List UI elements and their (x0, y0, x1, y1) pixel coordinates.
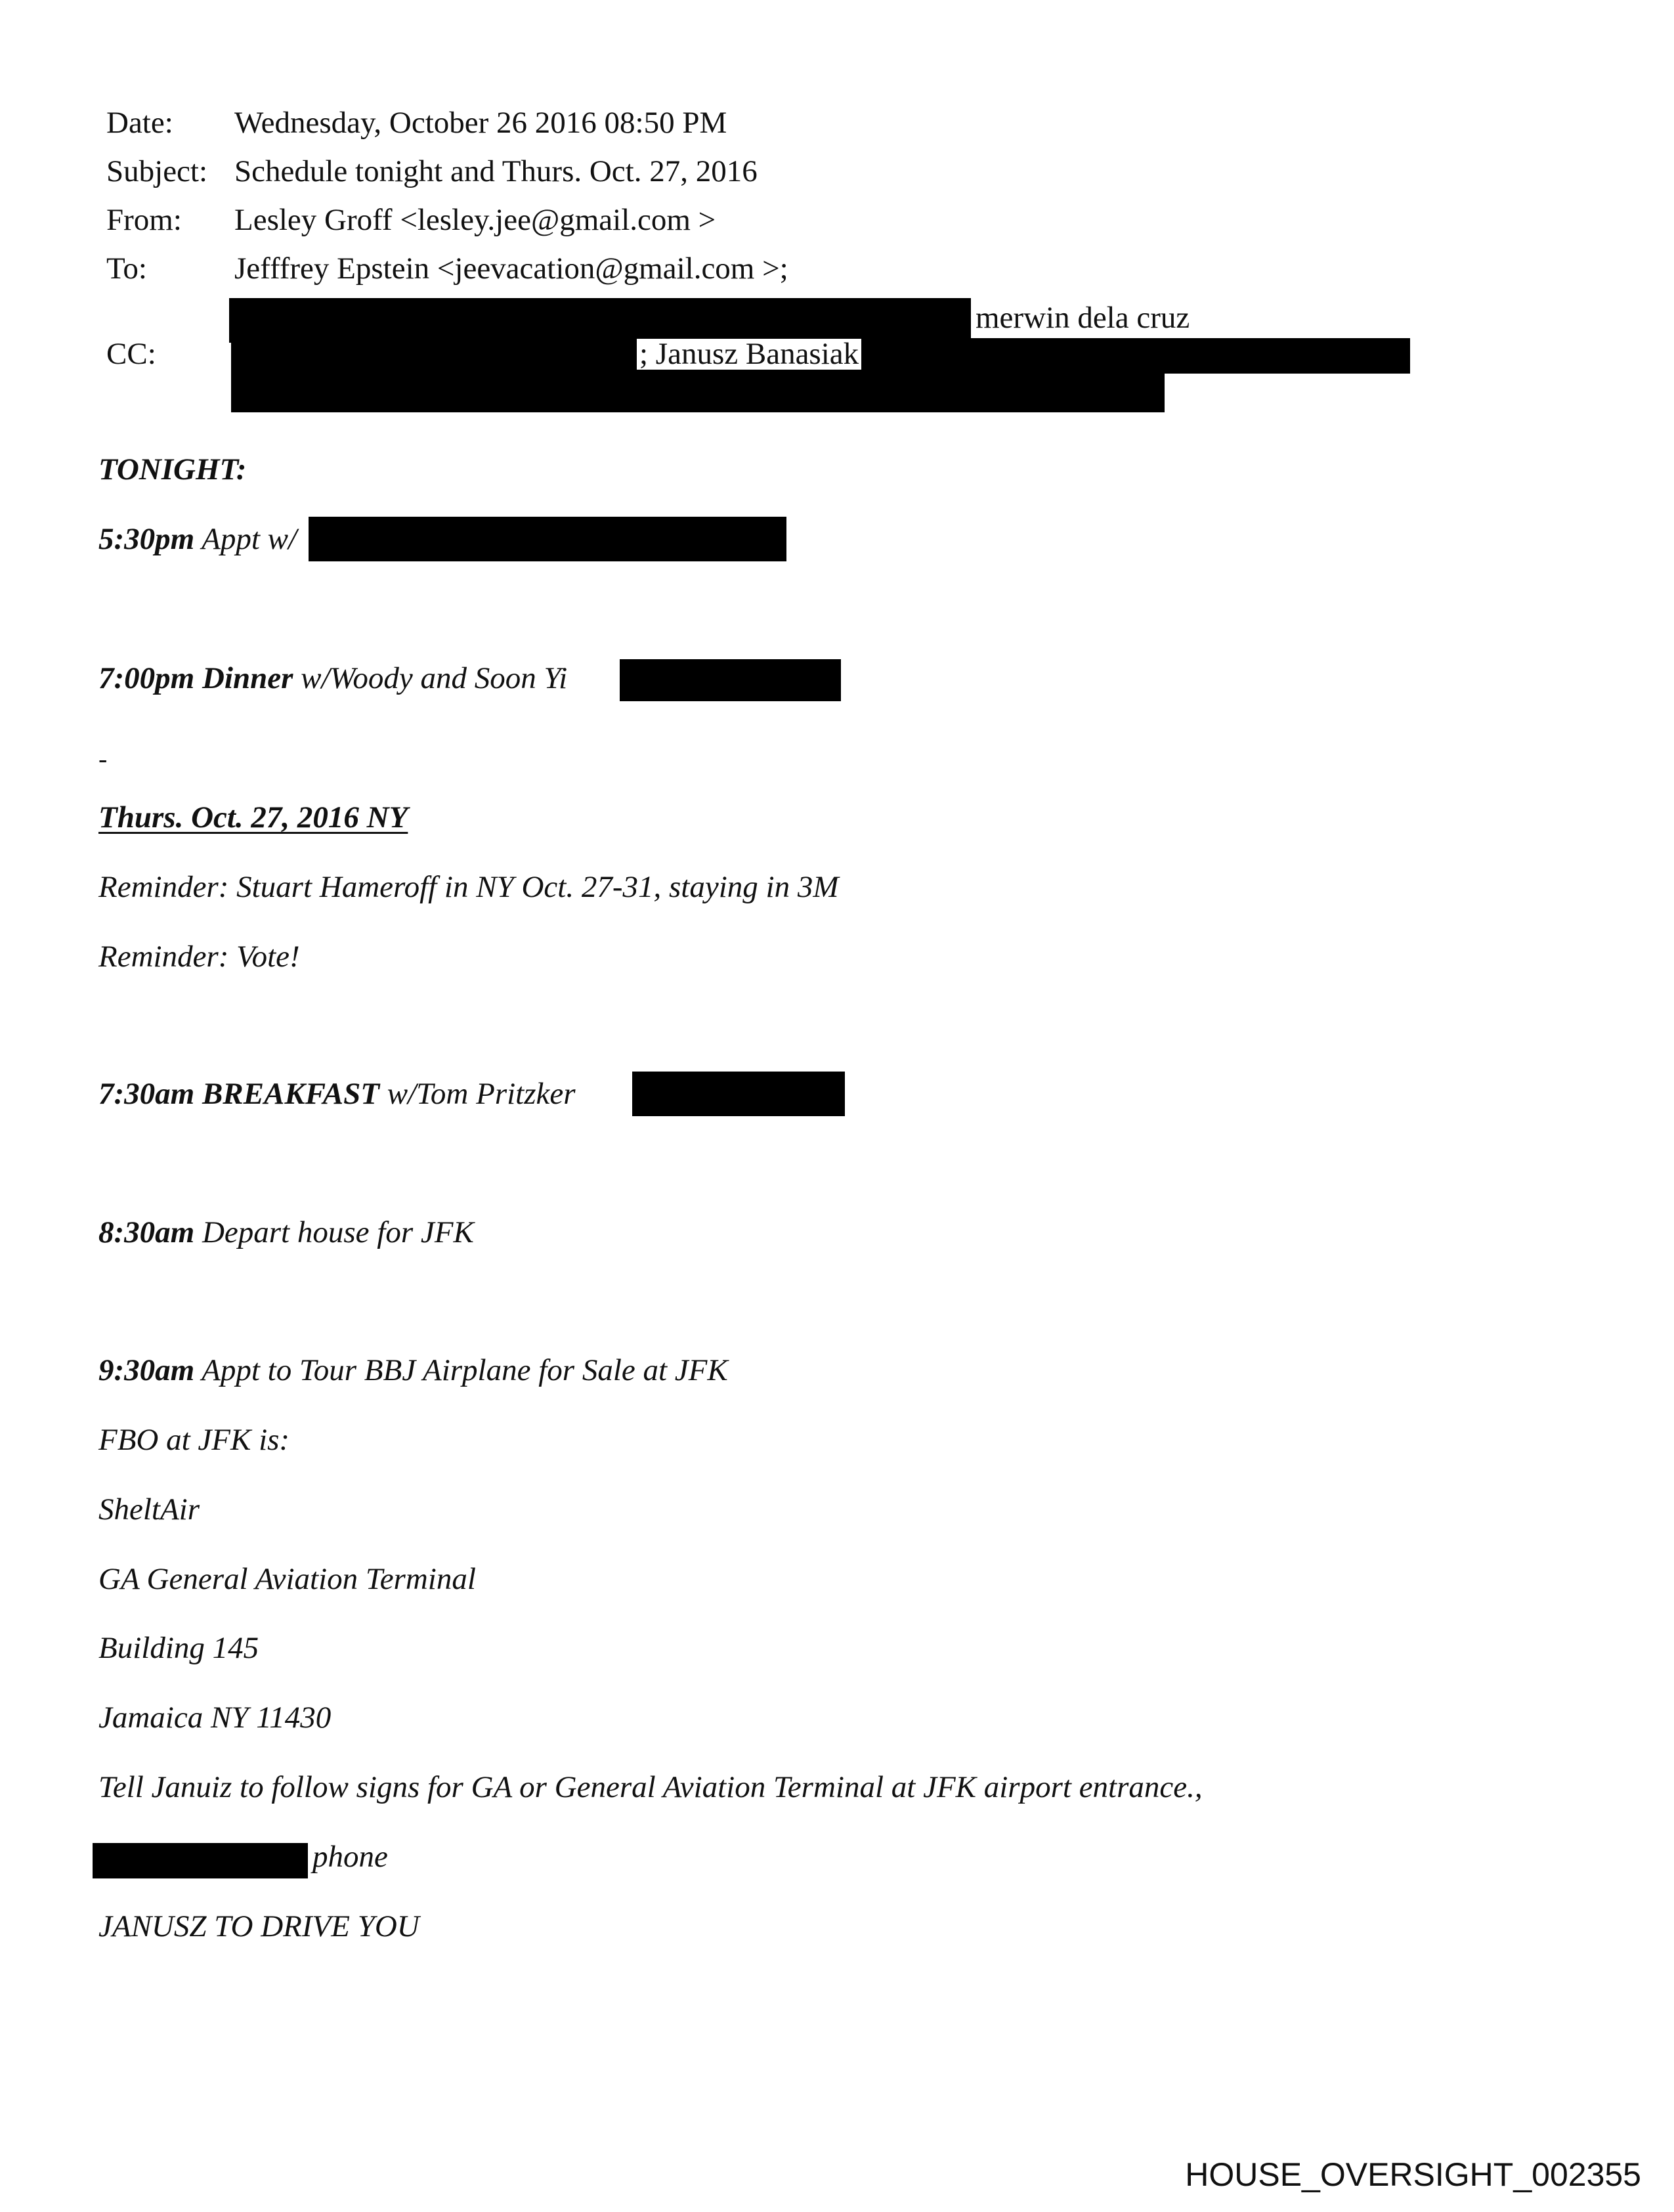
item-text: w/Woody and Soon Yi (293, 661, 568, 695)
fbo-terminal: GA General Aviation Terminal (98, 1562, 476, 1596)
cc-recipient-2: ; Janusz Banasiak (637, 339, 861, 370)
item-time: 5:30pm (98, 522, 195, 556)
item-text: Appt to Tour BBJ Airplane for Sale at JFK (194, 1353, 728, 1387)
redaction-box (632, 1072, 845, 1116)
schedule-item-930am (98, 1355, 728, 1386)
schedule-item-530pm (98, 524, 297, 555)
redaction-box (872, 338, 1410, 374)
date-label: Date: (106, 106, 173, 140)
item-time: 7:00pm Dinner (98, 661, 293, 695)
item-time: 7:30am BREAKFAST (98, 1077, 379, 1111)
fbo-building: Building 145 (98, 1631, 259, 1665)
item-text: w/Tom Pritzker (379, 1077, 576, 1111)
item-time: 8:30am (98, 1215, 195, 1249)
redaction-box (93, 1843, 308, 1878)
subject-value: Schedule tonight and Thurs. Oct. 27, 2016 (234, 154, 758, 188)
cc-recipient-1: merwin dela cruz (976, 301, 1190, 335)
thurs-heading: Thurs. Oct. 27, 2016 NY (98, 800, 408, 835)
item-time: 9:30am (98, 1353, 195, 1387)
redaction-box (620, 659, 841, 701)
driver-instruction: Tell Januiz to follow signs for GA or General Aviation Terminal at JFK airport entrance., (98, 1770, 1203, 1804)
fbo-line: FBO at JFK is: (98, 1423, 290, 1457)
date-value: Wednesday, October 26 2016 08:50 PM (234, 106, 727, 140)
from-value: Lesley Groff <lesley.jee@gmail.com > (234, 203, 716, 237)
schedule-item-830am (98, 1217, 474, 1248)
tonight-heading: TONIGHT: (98, 452, 247, 487)
from-label: From: (106, 203, 182, 237)
reminder-vote: Reminder: Vote! (98, 940, 300, 974)
fbo-city: Jamaica NY 11430 (98, 1701, 332, 1735)
item-text: Appt w/ (194, 522, 297, 556)
schedule-item-700pm (98, 663, 567, 694)
redaction-box (229, 298, 971, 343)
phone-label: phone (312, 1840, 388, 1874)
schedule-item-730am (98, 1079, 576, 1110)
subject-label: Subject: (106, 154, 208, 188)
separator-dash: - (98, 744, 108, 773)
to-value: Jefffrey Epstein <jeevacation@gmail.com >; (234, 251, 788, 286)
reminder-hameroff: Reminder: Stuart Hameroff in NY Oct. 27-31, staying in 3M (98, 870, 839, 904)
fbo-name: SheltAir (98, 1492, 200, 1527)
redaction-box (231, 373, 1165, 412)
bates-number: HOUSE_OVERSIGHT_002355 (1185, 2156, 1641, 2193)
redaction-box (309, 517, 786, 561)
driver-note: JANUSZ TO DRIVE YOU (98, 1909, 419, 1943)
item-text: Depart house for JFK (194, 1215, 474, 1249)
cc-label: CC: (106, 337, 156, 371)
to-label: To: (106, 251, 147, 286)
